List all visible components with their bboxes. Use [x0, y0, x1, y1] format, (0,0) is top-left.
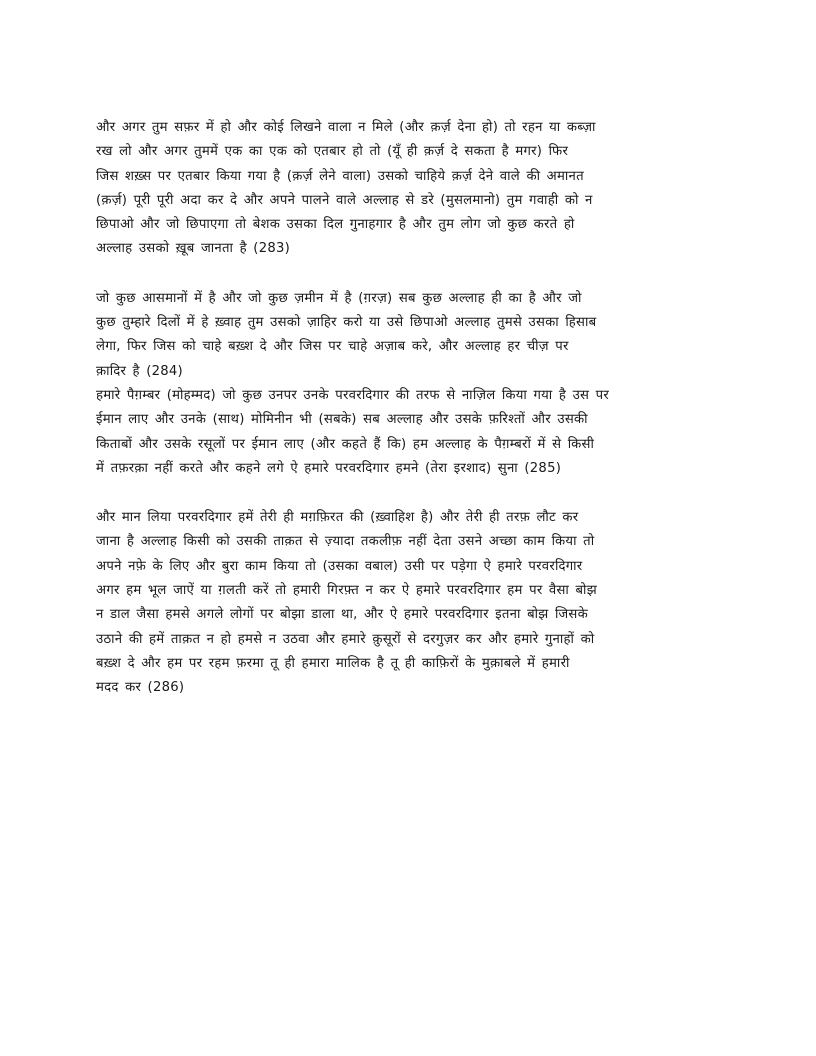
- text-line: में तफ़रक़ा नहीं करते और कहने लगे ऐ हमारे परवरदिगार हमने (तेरा इरशाद) सुना (285): [96, 460, 562, 476]
- text-line: (क़र्ज़) पूरी पूरी अदा कर दे और अपने पालने वाले अल्लाह से डरे (मुसलमानो) तुम गवाही को न: [96, 192, 593, 208]
- text-line: जाना है अल्लाह किसी को उसकी ताक़त से ज़्यादा तकलीफ़ नहीं देता उसने अच्छा काम किया तो: [96, 534, 595, 550]
- paragraph-verse-283: [96, 116, 722, 262]
- text-line: मदद कर (286): [96, 680, 185, 696]
- text-line: उठाने की हमें ताक़त न हो हमसे न उठवा और हमारे क़ुसूरों से दरगुज़र कर और हमारे गुनाहों को: [96, 631, 595, 647]
- text-line: लेगा, फिर जिस को चाहे बख़्श दे और जिस पर चाहे अज़ाब करे, और अल्लाह हर चीज़ पर: [96, 339, 569, 355]
- text-line: अल्लाह उसको ख़ूब जानता है (283): [96, 241, 291, 257]
- text-line: रख लो और अगर तुममें एक का एक को एतबार हो तो (यूँ ही क़र्ज़ दे सकता है मगर) फिर: [96, 144, 569, 160]
- text-line: क़ादिर है (284): [96, 363, 183, 379]
- text-line: छिपाओ और जो छिपाएगा तो बेशक उसका दिल गुनाहगार है और तुम लोग जो कुछ करते हो: [96, 217, 575, 233]
- paragraph-gap: [96, 262, 722, 287]
- text-line: जो कुछ आसमानों में है और जो कुछ ज़मीन में है (ग़रज़) सब कुछ अल्लाह ही का है और जो: [96, 290, 582, 306]
- text-line: और अगर तुम सफ़र में हो और कोई लिखने वाला न मिले (और क़र्ज़ देना हो) तो रहन या कब्ज़ा: [96, 120, 596, 135]
- document-page: [96, 116, 722, 701]
- text-line: किताबों और उसके रसूलों पर ईमान लाए (और कहते हैं कि) हम अल्लाह के पैग़म्बरों में से किसी: [96, 436, 595, 452]
- text-line: न डाल जैसा हमसे अगले लोगों पर बोझा डाला था, और ऐ हमारे परवरदिगार इतना बोझ जिसके: [96, 607, 588, 623]
- paragraph-gap: [96, 481, 722, 506]
- text-line: अपने नफ़े के लिए और बुरा काम किया तो (उसका वबाल) उसी पर पड़ेगा ऐ हमारे परवरदिगार: [96, 558, 583, 574]
- text-line: और मान लिया परवरदिगार हमें तेरी ही मग़फ़िरत की (ख़्वाहिश है) और तेरी ही तरफ़ लौट कर: [96, 510, 579, 526]
- paragraph-verse-286: [96, 506, 722, 700]
- text-line: हमारे पैग़म्बर (मोहम्मद) जो कुछ उनपर उनके परवरदिगार की तरफ से नाज़िल किया गया है उस पर: [96, 387, 610, 403]
- text-line: ईमान लाए और उनके (साथ) मोमिनीन भी (सबके) सब अल्लाह और उसके फ़रिश्तों और उसकी: [96, 412, 588, 428]
- text-line: बख़्श दे और हम पर रहम फ़रमा तू ही हमारा मालिक है तू ही काफ़िरों के मुक़ाबले में हमारी: [96, 655, 570, 671]
- paragraph-verses-284-285: [96, 287, 722, 481]
- text-line: जिस शख़्स पर एतबार किया गया है (क़र्ज़ लेने वाला) उसको चाहिये क़र्ज़ देने वाले की अमानत: [96, 168, 584, 184]
- text-line: अगर हम भूल जाऐं या ग़लती करें तो हमारी गिरफ़्त न कर ऐ हमारे परवरदिगार हम पर वैसा बोझ: [96, 583, 597, 599]
- text-line: कुछ तुम्हारे दिलों में हे ख़्वाह तुम उसको ज़ाहिर करो या उसे छिपाओ अल्लाह तुमसे उसका हिसाब: [96, 315, 597, 331]
